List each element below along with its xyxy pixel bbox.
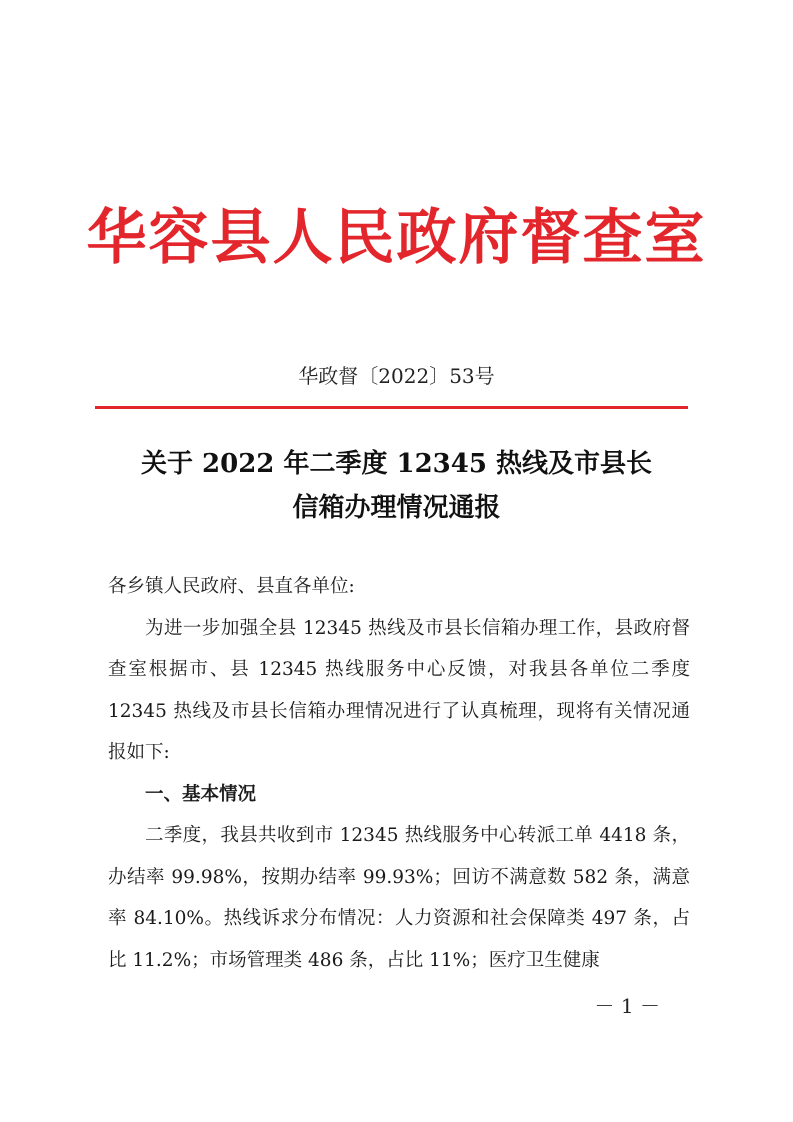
agency-name-header: 华容县人民政府督查室 <box>86 203 707 273</box>
intro-paragraph: 为进一步加强全县 12345 热线及市县长信箱办理工作，县政府督查室根据市、县 12345 热线服务中心反馈，对我县各单位二季度 12345 热线及市县长信箱办理情况进行了认真梳理，现将有关情况通报如下: <box>108 617 690 763</box>
document-title-line-2: 信箱办理情况通报 <box>292 493 501 523</box>
document-number: 华政督〔2022〕53号 <box>298 364 495 388</box>
section-paragraph-basic-situation: 二季度，我县共收到市 12345 热线服务中心转派工单 4418 条，办结率 99.98%，按期办结率 99.93%；回访不满意数 582 条，满意率 84.10%。热线诉求分布情况：人力资源和社会保障类 497 条，占比 11.2%；市场管理类 486 条，占比 11%；医疗卫生健康 <box>108 825 690 971</box>
document-body <box>108 566 690 981</box>
document-title-line-1: 关于 2022 年二季度 12345 热线及市县长 <box>140 449 653 479</box>
salutation: 各乡镇人民政府、县直各单位: <box>108 576 355 597</box>
document-title <box>60 442 733 530</box>
red-divider-line <box>95 406 688 409</box>
section-heading-basic-situation: 一、基本情况 <box>145 783 257 805</box>
page-number: － 1 － <box>594 994 660 1018</box>
